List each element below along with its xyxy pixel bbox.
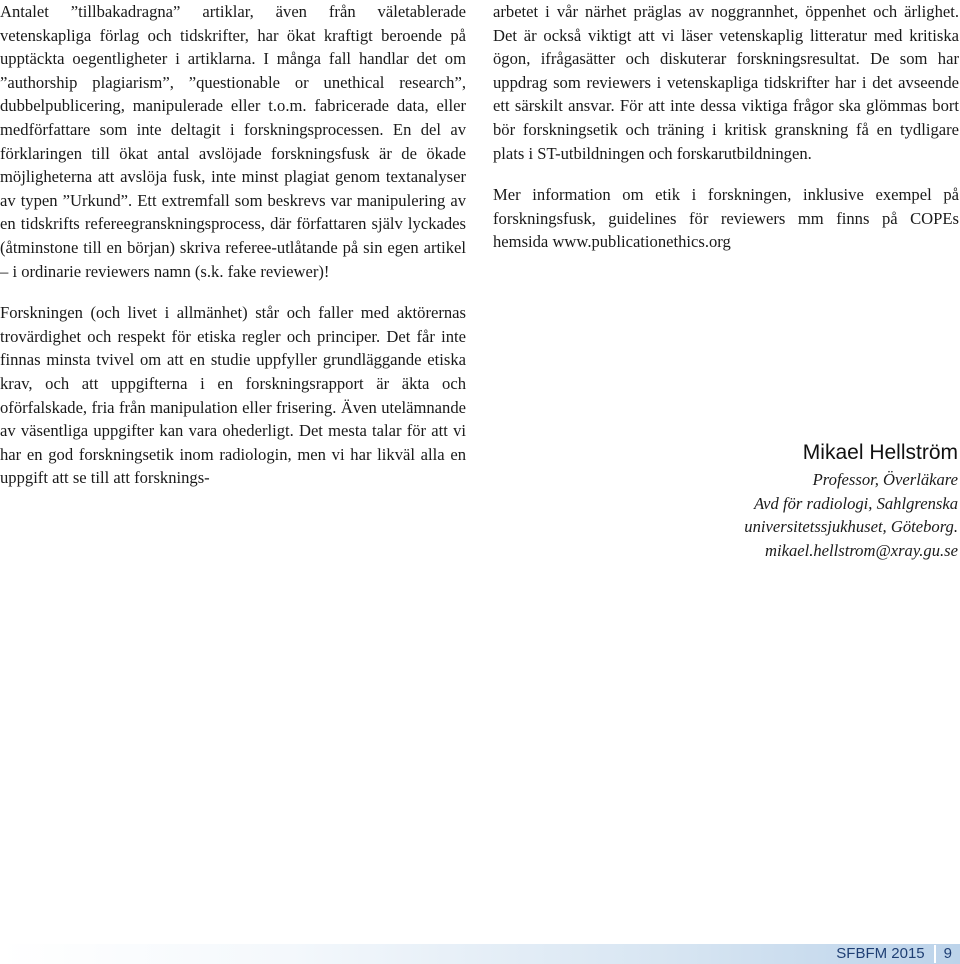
body-paragraph: Antalet ”tillbakadragna” artiklar, även från väletablerade vetenskapliga förlag och tidskrifter, har ökat kraftigt beroende på upptäckta oegentligheter i artiklarna. I många fall handlar det om ”authorship plagiarism”, ”questionable or unethical research”, dubbelpublicering, manipulerade eller t.o.m. fabricerade data, eller medförfattare som inte deltagit i forskningsprocessen. En del av förklaringen till ökat antal avslöjade forskningsfusk är de ökade möjligheterna att avslöja fusk, inte minst plagiat genom textanalyser av typen ”Urkund”. Ett extremfall som beskrevs var manipulering av en tidskrifts refereegranskningsprocess, där författaren själv lyckades (åtminstone till en början) skriva referee-utlåtande på sin egen artikel – i ordinarie reviewers namn (s.k. fake reviewer)! [0, 2, 466, 281]
author-department: Avd för radiologi, Sahlgrenska [753, 493, 958, 513]
author-signature [660, 438, 958, 562]
footer-separator [934, 945, 936, 963]
publication-name: SFBFM 2015 [836, 945, 925, 962]
body-paragraph: arbetet i vår närhet präglas av noggrannhet, öppenhet och ärlighet. Det är också viktigt att vi läser vetenskaplig litteratur med kritiska ögon, ifrågasätter och diskuterar forskningsresultat. De som har uppdrag som reviewers i vetenskapliga tidskrifter har i det avseende ett särskilt ansvar. För att inte dessa viktiga frågor ska glömmas bort bör forskningsetik och träning i kritisk granskning få en tydligare plats i ST-utbildningen och forskarutbildningen. [493, 2, 959, 163]
author-email: mikael.hellstrom@xray.gu.se [765, 540, 958, 560]
author-name: Mikael Hellström [802, 441, 958, 464]
page-footer [836, 944, 952, 964]
footer-band [0, 944, 960, 964]
author-hospital: universitetssjukhuset, Göteborg. [744, 517, 958, 536]
page-number: 9 [943, 945, 952, 962]
body-paragraph: Forskningen (och livet i allmänhet) står och faller med aktörernas trovärdighet och respekt för etiska regler och principer. Det får inte finnas minsta tvivel om att en studie uppfyller grundläggande etiska krav, och att uppgifterna i en forskningsrapport är äkta och oförfalskade, fria från manipulation eller frisering. Även utelämnande av väsentliga uppgifter kan vara ohederligt. Det mesta talar för att vi har en god forskningsetik inom radiologin, men vi har likväl alla en uppgift att se till att forsknings- [0, 303, 466, 488]
article-right-column [493, 0, 959, 254]
author-title: Professor, Överläkare [812, 470, 958, 489]
article-left-column [0, 0, 466, 490]
body-paragraph: Mer information om etik i forskningen, inklusive exempel på forskningsfusk, guidelines för reviewers mm finns på COPEs hemsida www.publicationethics.org [493, 185, 959, 252]
